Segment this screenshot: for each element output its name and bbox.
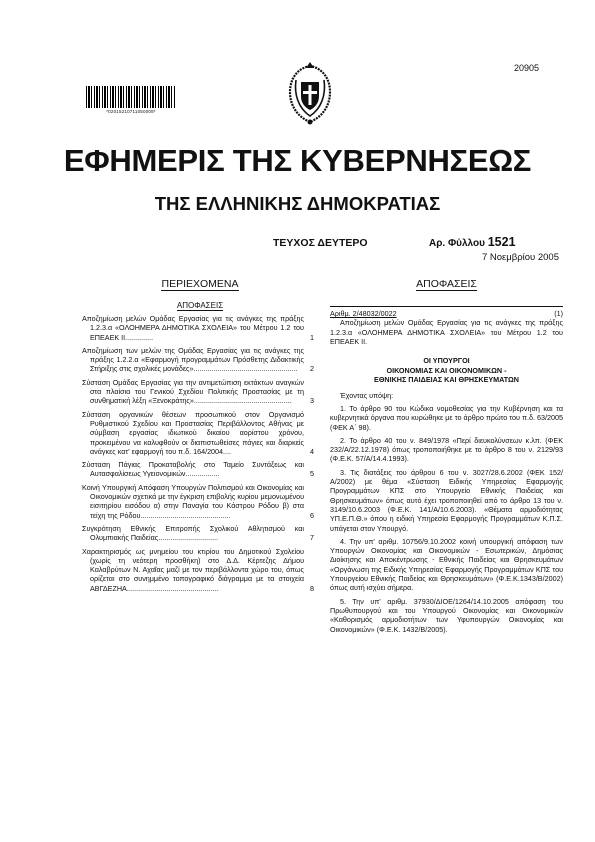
toc-item: Σύσταση Ομάδας Εργασίας για την αντιμετώπιση εκτάκτων αναγκών στα πλαίσια του Γενικού Σχεδίου Πολιτικής Προστασίας με τη συνθηματική λέξη «Ξενοκράτης»................................................. 3 (82, 377, 314, 406)
toc-item: Συγκρότηση Εθνικής Επιτροπής Σχολικού Αθλητισμού και Ολυμπιακής Παιδείας.............................. 7 (82, 523, 314, 543)
sheet-label: Αρ. Φύλλου (429, 238, 485, 249)
gazette-subtitle: ΤΗΣ ΕΛΛΗΝΙΚΗΣ ΔΗΜΟΚΡΑΤΙΑΣ (154, 193, 441, 214)
decision-paragraph: 3. Τις διατάξεις του άρθρου 6 του ν. 3027/28.6.2002 (ΦΕΚ 152/Α/2002) με θέμα «Σύσταση Ειδικής Υπηρεσίας Εφαρμογής Προγραμμάτων ΚΠΣ στο Υπουργείο Εθνικής Παιδείας και Θρησκευμάτων» όπως αυτό έχει τροποποιηθεί από το άρθρο 13 του ν. 3149/10.6.2003 (Φ.Ε.Κ. 141/Α/10.6.2003). «Θέματα αρμοδιότητας ΥΠ.Ε.Π.Θ.» όπου η ειδική Υπηρεσία Εφαρμογής Προγραμμάτων Κ.Π.Σ. υπάγεται στον Υπουργό. (330, 467, 563, 533)
issue-date: 7 Νοεμβρίου 2005 (481, 252, 559, 263)
issue-label: ΤΕΥΧΟΣ ΔΕΥΤΕΡΟ (273, 237, 368, 249)
reference-index: (1) (554, 309, 563, 318)
decision-paragraph: 5. Την υπ' αριθμ. 37930/ΔΙΟΕ/1264/14.10.2005 απόφαση του Πρωθυπουργού και του Υπουργού Οικονομίας και Οικονομικών «Καθορισμός αρμοδιοτήτων των Υφυπουργών Οικονομίας και Οικονομικών» (Φ.Ε.Κ. 1432/Β/2005). (330, 596, 563, 634)
toc-item: Σύσταση Πάγιας Προκαταβολής στο Ταμείο Συντάξεως και Αυτασφαλίσεως Υγειονομικών................. 5 (82, 460, 314, 479)
decisions-heading: ΑΠΟΦΑΣΕΙΣ (416, 278, 477, 290)
toc-item: Κοινή Υπουργική Απόφαση Υπουργών Πολιτισμού και Οικονομίας και Οικονομικών σχετικά με την έγκριση επιβολής κυρίου μεμονωμένου εισιτηρίου εισόδου α) στην Παναγία του Κάστρου Ρόδου β) στα τείχη της Ρόδου............................................. 6 (82, 482, 314, 520)
barcode-bars (86, 86, 176, 108)
decision-summary: Αποζημίωση μελών Ομάδας Εργασίας για τις ανάγκες της πράξης 1.2.3.α «ΟΛΟΗΜΕΡΑ ΔΗΜΟΤΙΚΑ ΣΧΟΛΕΙΑ» του Μέτρου 1.2 του ΕΠΕΑΕΚ II. (330, 318, 563, 346)
barcode (86, 86, 176, 116)
ministers-heading: ΟΙ ΥΠΟΥΡΓΟΙ ΟΙΚΟΝΟΜΙΑΣ ΚΑΙ ΟΙΚΟΝΟΜΙΚΩΝ - ΕΘΝΙΚΗΣ ΠΑΙΔΕΙΑΣ ΚΑΙ ΘΡΗΣΚΕΥΜΑΤΩΝ (374, 356, 519, 385)
decision-paragraph: 4. Την υπ' αριθμ. 10756/9.10.2002 κοινή υπουργική απόφαση των Υπουργών Οικονομίας και Οικονομικών - Εσωτερικών, Δημόσιας Διοίκησης και Αποκέντρωσης - Εθνικής Παιδείας και Θρησκευμάτων «Οργάνωση της Ειδικής Υπηρεσίας Εφαρμογής Προγραμμάτων ΚΠΣ του Υπουργείου Εθνικής Παιδείας και Θρησκευμάτων» (Φ.Ε.Κ.1343/Β/2002) όπως αυτή ισχύει σήμερα. (330, 536, 563, 593)
contents-subheading: ΑΠΟΦΑΣΕΙΣ (176, 301, 224, 310)
decision-reference (330, 306, 563, 318)
decision-body (330, 306, 563, 638)
considering-label: Έχοντας υπόψη: (340, 390, 394, 400)
page-number: 20905 (513, 63, 539, 73)
sheet-number (429, 235, 516, 249)
table-of-contents (82, 314, 318, 597)
sheet-value: 1521 (487, 235, 516, 249)
contents-heading: ΠΕΡΙΕΧΟΜΕΝΑ (161, 278, 239, 290)
toc-item: Αποζημίωση των μελών της Ομάδας Εργασίας για τις ανάγκες της πράξης 1.2.2.α «Εφαρμογή προγραμμάτων Πρόσθετης Διδακτικής Στήριξης στις σχολικές μονάδες».................................................... 2 (82, 345, 314, 374)
toc-item: Χαρακτηρισμός ως μνημείου του κτιρίου του Δημοτικού Σχολείου (χωρίς τη νεότερη προσθήκη) στο Δ.Δ. Κέρτεζης Δήμου Καλαβρύτων Ν. Αχαΐας μαζί με τον περιβάλλοντα χώρο του, όπως ορίζεται στο συνημμένο τοπογραφικό διάγραμμα με τα στοιχεία ΑΒΓΔΕΖΗΑ.............................................. 8 (82, 546, 314, 593)
decision-paragraph: 1. Το άρθρο 90 του Κώδικα νομοθεσίας για την Κυβέρνηση και τα κυβερνητικά όργανα που κυρώθηκε με το άρθρο πρώτο του π.δ. 63/2005 (ΦΕΚ Α΄ 98). (330, 403, 563, 432)
decision-paragraph: 2. Το άρθρο 40 του ν. 849/1978 «Περί διευκολύνσεων κ.λπ. (ΦΕΚ 232/Α/22.12.1978) όπως τροποποιήθηκε με το άρθρο 8 του ν. 2129/93 (Φ.Ε.Κ. 57/Α/14.4.1993). (330, 435, 563, 464)
toc-item: Αποζημίωση μελών Ομάδας Εργασίας για τις ανάγκες της πράξης 1.2.3.α «ΟΛΟΗΜΕΡΑ ΔΗΜΟΤΙΚΑ ΣΧΟΛΕΙΑ» του Μέτρου 1.2 του ΕΠΕΑΕΚ II.............. 1 (82, 314, 314, 342)
gazette-title: ΕΦΗΜΕΡΙΣ ΤΗΣ ΚΥΒΕΡΝΗΣΕΩΣ (63, 143, 532, 178)
reference-number: Αριθμ. 2/48032/0022 (330, 309, 397, 318)
barcode-number: *02015210711050008* (106, 109, 156, 114)
toc-item: Σύσταση οργανικών θέσεων προσωπικού στον Οργανισμό Ρυθμιστικού Σχεδίου και Προστασίας Περιβάλλοντος Αθήνας με σύμβαση εργασίας ιδιωτικού δικαίου αορίστου χρόνου, προκειμένου να καλυφθούν οι διαπιστωθείσες πάγιες και διαρκείς ανάγκες κατ' εφαρμογή του π.δ. 164/2004.... 4 (82, 409, 314, 456)
coat-of-arms-icon (284, 60, 336, 126)
